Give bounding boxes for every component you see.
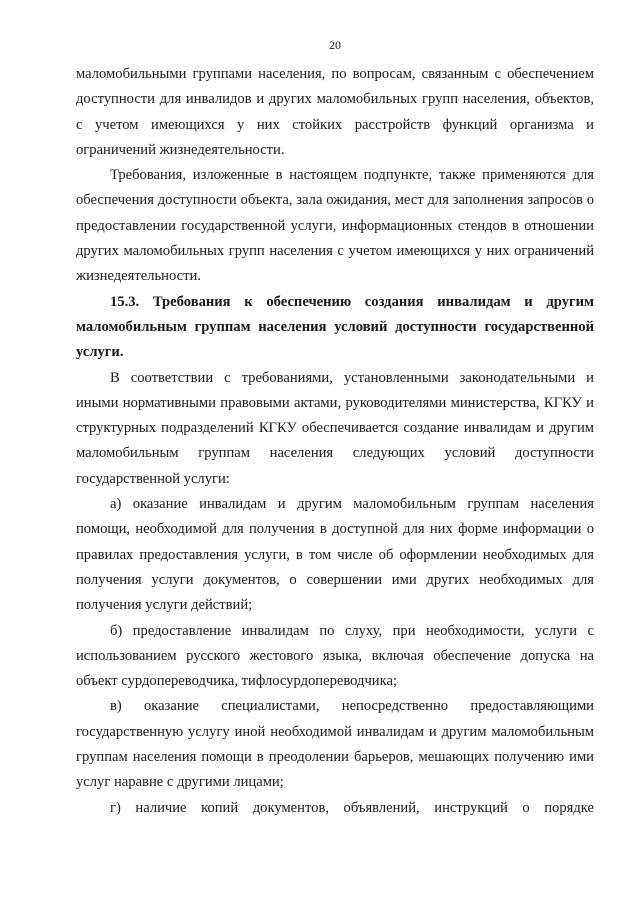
list-item: б) предоставление инвалидам по слуху, при необходимости, услуги с использованием русского жестового языка, включая обеспечение допуска на объект сурдопереводчика, тифлосурдопереводчика; [76,622,594,690]
paragraph: В соответствии с требованиями, установленными законодательными и иными нормативными правовыми актами, руководителями министерства, КГКУ и структурных подразделений КГКУ обеспечивается создание инвалидам и другим маломобильным группам населения следующих условий доступности государственной услуги: [76,369,594,487]
page-number: 20 [329,38,341,52]
paragraph: Требования, изложенные в настоящем подпункте, также применяются для обеспечения доступности объекта, зала ожидания, мест для заполнения запросов о предоставлении государственной услуги, информационных стендов в отношении других маломобильных групп населения с учетом имеющихся у них ограничений жизнедеятельности. [76,167,594,285]
section-heading: 15.3. Требования к обеспечению создания инвалидам и другим маломобильным группам населения условий доступности государственной услуги. [76,293,594,361]
document-body [76,62,594,821]
list-item: г) наличие копий документов, объявлений, инструкций о порядке [110,799,594,816]
list-item: в) оказание специалистами, непосредственно предоставляющими государственную услугу иной необходимой инвалидам и другим маломобильным группам населения помощи в преодолении барьеров, мешающих получению ими услуг наравне с другими лицами; [76,698,594,791]
paragraph: маломобильными группами населения, по вопросам, связанным с обеспечением доступности для инвалидов и других маломобильных групп населения, объектов, с учетом имеющихся у них стойких расстройств функций организма и ограничений жизнедеятельности. [76,66,594,158]
list-item: а) оказание инвалидам и другим маломобильным группам населения помощи, необходимой для получения в доступной для них форме информации о правилах предоставления услуги, в том числе об оформлении необходимых для получения услуги документов, о совершении ими других необходимых для получения услуги действий; [76,496,594,614]
